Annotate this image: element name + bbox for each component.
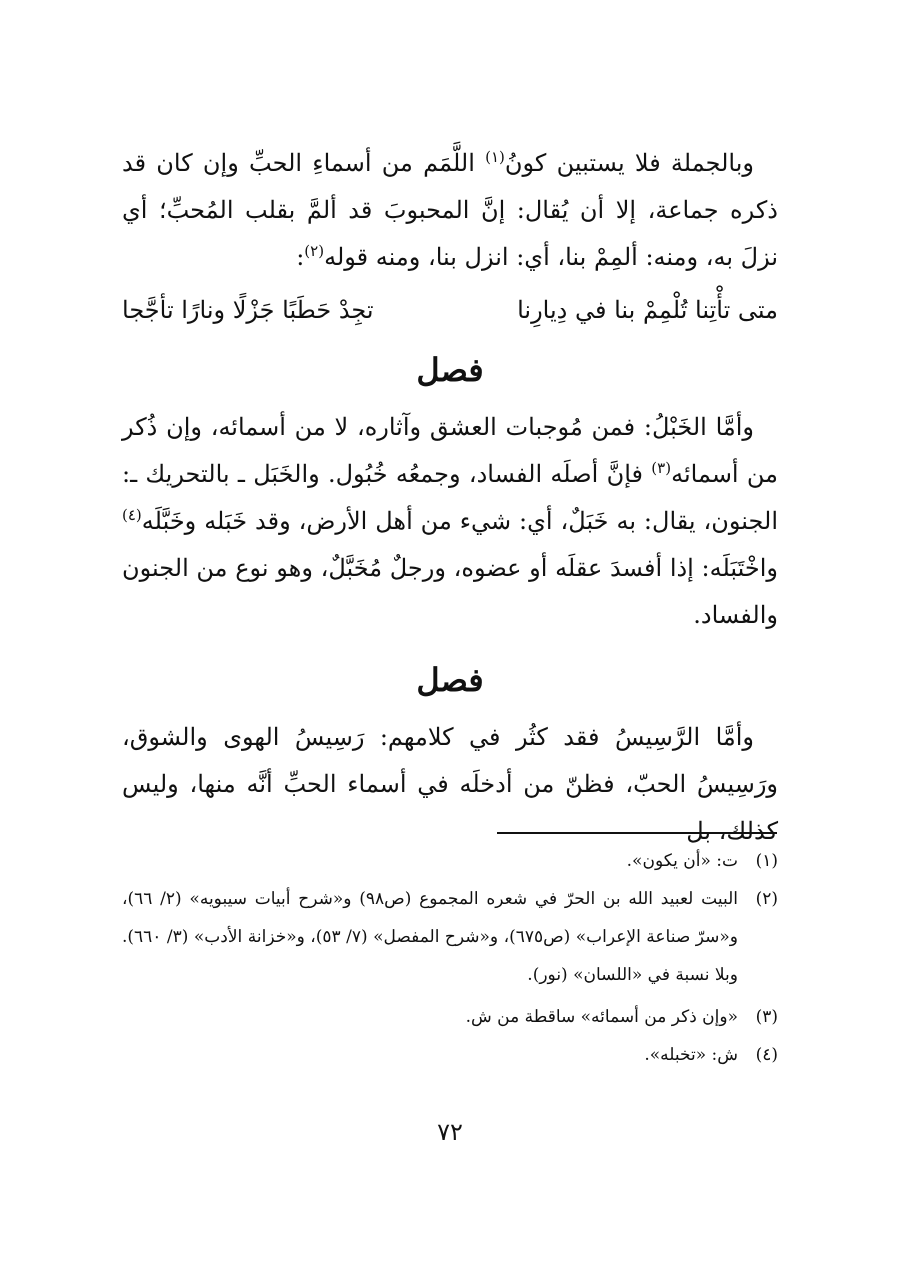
paragraph-lamam [122, 140, 778, 281]
paragraph-text: فإنَّ أصلَه الفساد، وجمعُه خُبُول. والخَبَل ـ بالتحريك ـ: الجنون، يقال: به خَبَلٌ، أي: شيء من أهل الأرض، وقد خَبَله وخَبَّلَه [122, 460, 779, 535]
footnote-number: (١) [755, 851, 778, 871]
footnote [122, 1036, 778, 1074]
verse-second-hemistich: تجِدْ حَطَبًا جَزْلًا ونارًا تأجَّجا [122, 296, 374, 324]
paragraph-khabl [122, 404, 778, 639]
footnote-number: (٣) [755, 1007, 778, 1027]
paragraph-text: وأمَّا الخَبْلُ: فمن مُوجبات العشق وآثاره، لا من أسمائه، وإن ذُكر من أسمائه [122, 413, 779, 488]
paragraph-text: : [296, 243, 305, 271]
page-number: ٧٢ [437, 1118, 463, 1146]
footnote [122, 998, 778, 1036]
section-heading: فصل [416, 661, 484, 699]
footnote [122, 880, 778, 994]
footnote-text: «وإن ذكر من أسمائه» ساقطة من ش. [465, 1007, 738, 1027]
footnote-ref: (١) [485, 148, 505, 166]
poetry-verse [122, 290, 778, 330]
footnote-ref: (٤) [122, 506, 142, 524]
footnote-text: ش: «تخبله». [644, 1045, 738, 1065]
footnote-text: ت: «أن يكون». [626, 851, 738, 871]
footnote [122, 842, 778, 880]
paragraph-text: واخْتَبَلَه: إذا أفسدَ عقلَه أو عضوه، ورجلٌ مُخَبَّلٌ، وهو نوع من الجنون والفساد. [122, 554, 778, 629]
paragraph-text: وبالجملة فلا يستبين كونُ [504, 149, 754, 177]
section-heading: فصل [416, 351, 484, 389]
footnote-number: (٤) [755, 1045, 778, 1065]
footnote-divider [497, 832, 777, 834]
footnote-ref: (٢) [304, 242, 325, 260]
paragraph-text: اللَّمَم من أسماءِ الحبِّ وإن كان قد ذكره جماعة، إلا أن يُقال: إنَّ المحبوبَ قد ألمَّ بقلب المُحبِّ؛ أي نزلَ به، ومنه: ألمِمْ بنا، أي: انزل بنا، ومنه قوله [122, 149, 778, 271]
footnote-ref: (٣) [651, 459, 672, 477]
footnote-number: (٢) [755, 889, 778, 909]
verse-first-hemistich: متى تأْتِنا تُلْمِمْ بنا في دِيارِنا [517, 296, 778, 324]
footnote-text: البيت لعبيد الله بن الحرّ في شعره المجموع (ص٩٨) و«شرح أبيات سيبويه» (٢/ ٦٦)، و«سرّ صناعة الإعراب» (ص٦٧٥)، و«شرح المفصل» (٧/ ٥٣)، و«خزانة الأدب» (٣/ ٦٦٠). وبلا نسبة في «اللسان» (نور). [122, 889, 739, 985]
paragraph-rasis: وأمَّا الرَّسِيسُ فقد كثُر في كلامهم: رَسِيسُ الهوى والشوق، ورَسِيسُ الحبّ، فظنّ من أدخلَه في أسماء الحبِّ أنَّه منها، وليس كذلك، بل [122, 723, 779, 845]
